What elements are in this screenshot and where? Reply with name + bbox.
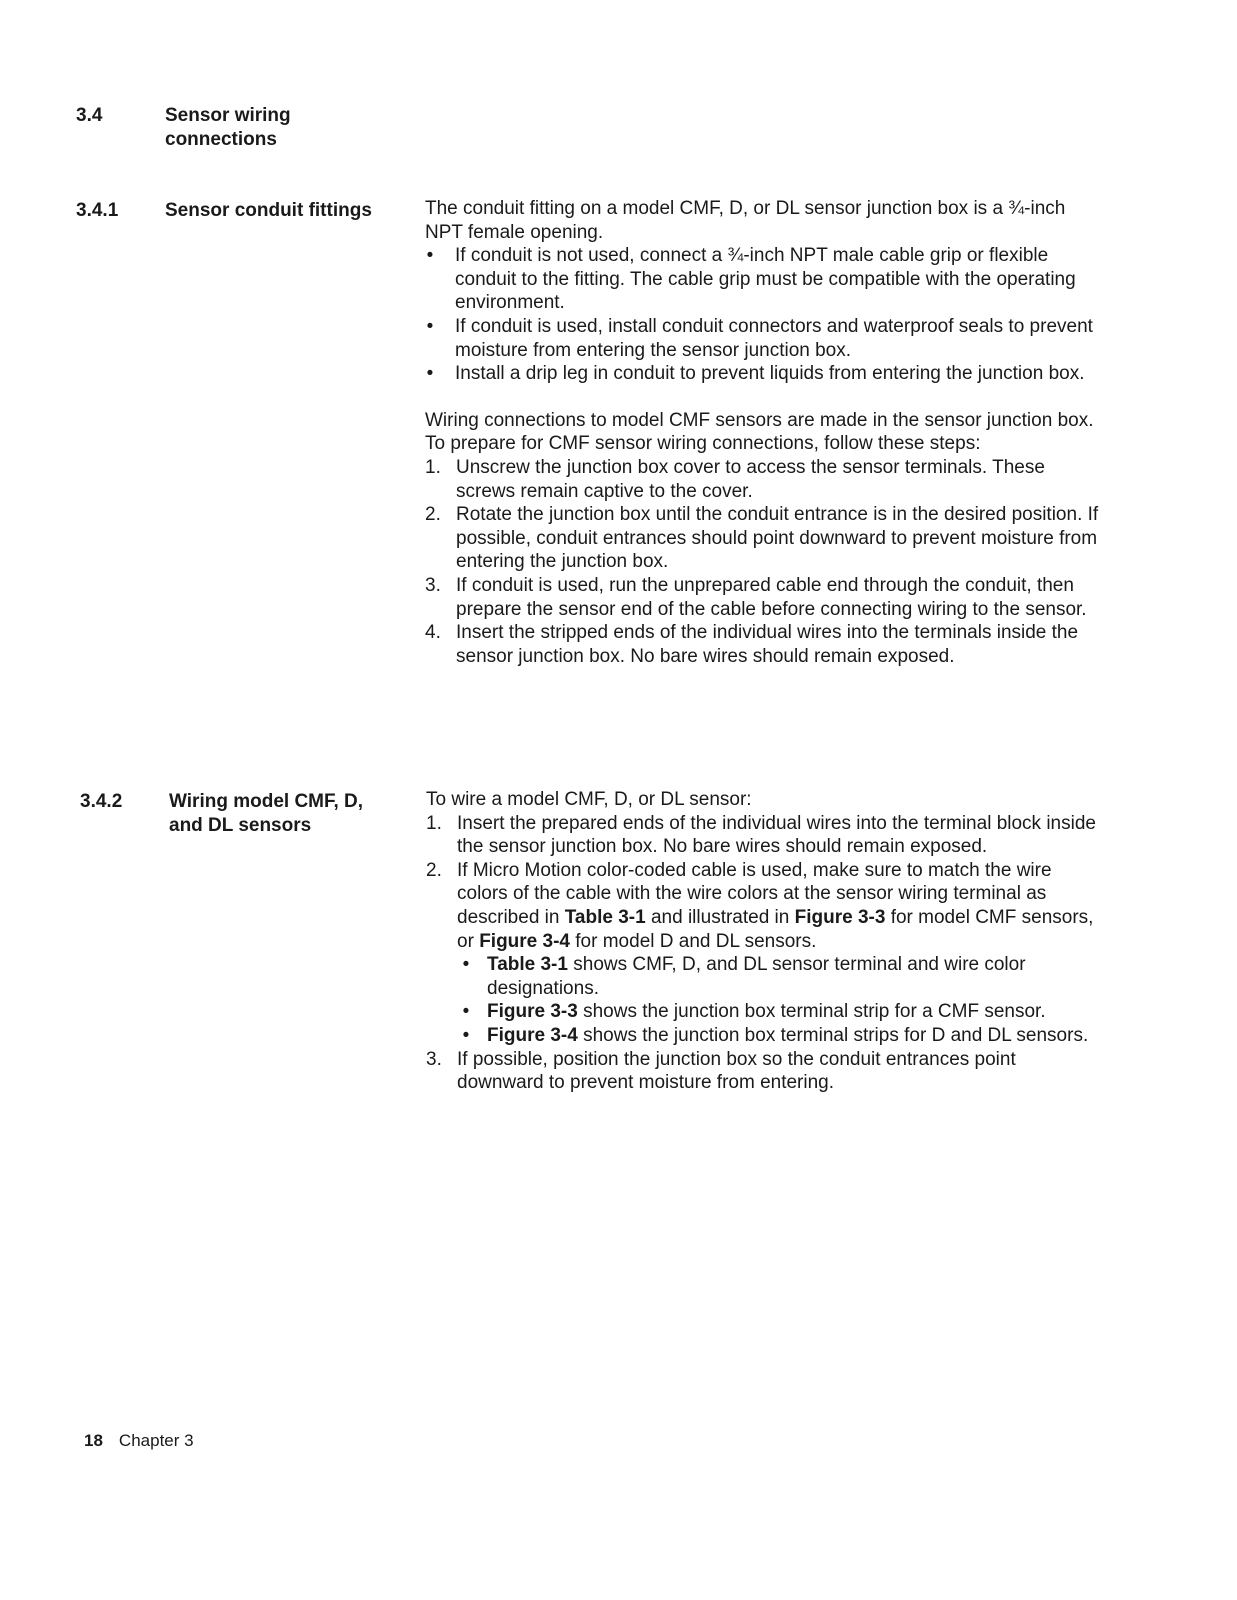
- step2-text-part: and illustrated in: [645, 906, 795, 928]
- list-item-text: Insert the prepared ends of the individual wires into the terminal block inside the sensor junction box. No bare wires should remain exposed.: [457, 812, 1096, 858]
- list-item-text: Unscrew the junction box cover to access the sensor terminals. These screws remain captive to the cover.: [456, 456, 1045, 502]
- step-number: 2.: [425, 504, 441, 526]
- section-3-4-title: [165, 104, 405, 152]
- list-item-text: Install a drip leg in conduit to prevent liquids from entering the junction box.: [455, 363, 1085, 385]
- step-number: 2.: [426, 859, 442, 881]
- section-3-4-1-number: 3.4.1: [76, 200, 119, 221]
- cmf-steps-list: [425, 456, 1105, 668]
- list-item: [426, 859, 1106, 1048]
- section-3-4-1-body: [425, 197, 1105, 668]
- wire-intro-paragraph: To wire a model CMF, D, or DL sensor:: [426, 789, 752, 810]
- sub-bullet-text: shows the junction box terminal strips for D and DL sensors.: [577, 1024, 1089, 1046]
- list-item-text: [457, 860, 1093, 952]
- section-3-4-2-title-line1: Wiring model CMF, D,: [169, 791, 364, 812]
- list-item: [457, 953, 1106, 1000]
- figure-3-3-reference: Figure 3-3: [794, 906, 886, 928]
- page-footer: [84, 1430, 194, 1452]
- wire-steps-list: [426, 812, 1106, 1095]
- section-3-4-2-title: [169, 790, 409, 838]
- list-item: [426, 812, 1106, 859]
- step2-text-part: If Micro Motion color-coded cable is used, make sure to match the wire colors of the cable with the wire colors at the sensor wiring terminal as described in: [457, 859, 1052, 928]
- bullet-marker: •: [426, 315, 434, 337]
- sub-bullet-text: shows the junction box terminal strip for a CMF sensor.: [577, 1001, 1046, 1023]
- step-number: 3.: [425, 574, 441, 596]
- list-item-text: Insert the stripped ends of the individual wires into the terminals inside the sensor junction box. No bare wires should remain exposed.: [456, 622, 1079, 667]
- section-3-4-2-number: 3.4.2: [80, 791, 123, 812]
- list-item: [457, 1024, 1106, 1048]
- section-3-4-number: 3.4: [76, 105, 103, 126]
- list-item-text: If conduit is used, run the unprepared cable end through the conduit, then prepare the sensor end of the cable before connecting wiring to the sensor.: [456, 574, 1087, 620]
- bullet-marker: •: [462, 954, 470, 976]
- list-item: [426, 1048, 1106, 1095]
- page-number: 18: [84, 1431, 103, 1450]
- table-3-1-reference: Table 3-1: [564, 906, 646, 928]
- figure-3-4-reference: Figure 3-4: [479, 930, 570, 952]
- section-3-4-title-line1: Sensor wiring: [165, 105, 291, 126]
- conduit-bullet-list: [425, 244, 1105, 386]
- bullet-marker: •: [426, 363, 434, 385]
- bullet-marker: •: [426, 245, 434, 267]
- bullet-marker: •: [462, 1001, 470, 1023]
- list-item: [425, 362, 1105, 386]
- list-item-text: [487, 1001, 1046, 1022]
- chapter-label: Chapter 3: [118, 1431, 194, 1450]
- cmf-wiring-paragraph: Wiring connections to model CMF sensors are made in the sensor junction box. To prepare for CMF sensor wiring connections, follow these steps:: [425, 409, 1094, 455]
- table-3-1-reference: Table 3-1: [487, 954, 568, 976]
- list-item-text: Rotate the junction box until the conduit entrance is in the desired position. If possible, conduit entrances should point downward to prevent moisture from entering the junction box.: [456, 504, 1099, 573]
- list-item: [457, 1000, 1106, 1024]
- section-3-4-title-line2: connections: [165, 129, 277, 150]
- list-item-text: [487, 954, 1026, 999]
- list-item: [425, 503, 1105, 574]
- list-item-text: [487, 1025, 1088, 1046]
- conduit-intro-paragraph: The conduit fitting on a model CMF, D, or DL sensor junction box is a ¾-inch NPT female opening.: [425, 198, 1066, 243]
- step-number: 1.: [425, 456, 441, 478]
- step-number: 4.: [425, 622, 441, 644]
- section-3-4-1-title: Sensor conduit fittings: [165, 200, 372, 221]
- section-3-4-2-title-line2: and DL sensors: [169, 815, 312, 836]
- list-item-text: If conduit is used, install conduit connectors and waterproof seals to prevent moisture from entering the sensor junction box.: [455, 315, 1093, 361]
- list-item: [425, 574, 1105, 621]
- sub-bullet-text: shows CMF, D, and DL sensor terminal and wire color designations.: [487, 954, 1026, 999]
- bullet-marker: •: [462, 1024, 470, 1046]
- section-3-4-2-body: [426, 788, 1106, 1095]
- list-item-text: If conduit is not used, connect a ¾-inch NPT male cable grip or flexible conduit to the fitting. The cable grip must be compatible with the operating environment.: [455, 245, 1076, 314]
- list-item-text: If possible, position the junction box so the conduit entrances point downward to prevent moisture from entering.: [457, 1048, 1016, 1094]
- figure-3-3-reference: Figure 3-3: [487, 1001, 578, 1023]
- list-item: [425, 456, 1105, 503]
- step-number: 1.: [426, 812, 442, 834]
- reference-bullet-list: [457, 953, 1106, 1047]
- list-item: [425, 244, 1105, 315]
- step2-text-part: for model D and DL sensors.: [570, 930, 817, 952]
- step-number: 3.: [426, 1048, 442, 1070]
- step2-text-part: for model CMF sensors, or: [457, 906, 1094, 952]
- list-item: [425, 315, 1105, 362]
- figure-3-4-reference: Figure 3-4: [487, 1024, 578, 1046]
- list-item: [425, 621, 1105, 668]
